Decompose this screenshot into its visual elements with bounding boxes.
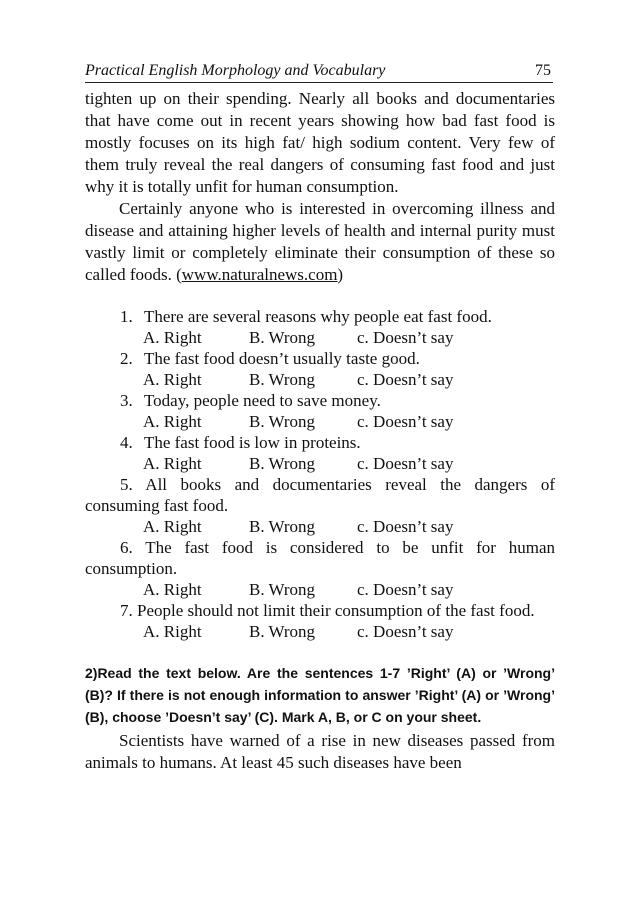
option-b: B. Wrong <box>249 580 316 599</box>
question-3 <box>85 390 555 411</box>
option-a: A. Right <box>143 580 202 599</box>
option-b: B. Wrong <box>249 454 316 473</box>
answer-options-7 <box>85 621 555 642</box>
question-number: 3. <box>120 391 133 410</box>
question-text: Today, people need to save money. <box>143 391 381 410</box>
option-a: A. Right <box>143 370 202 389</box>
answer-options-3 <box>85 411 555 432</box>
option-c: c. Doesn’t say <box>357 370 454 389</box>
question-number: 4. <box>120 433 133 452</box>
question-7 <box>85 600 555 621</box>
question-list <box>85 306 555 642</box>
option-a: A. Right <box>143 328 202 347</box>
question-number: 2. <box>120 349 133 368</box>
answer-options-6 <box>85 579 555 600</box>
page-number: 75 <box>535 62 551 79</box>
answer-options-4 <box>85 453 555 474</box>
page-body <box>85 88 555 774</box>
option-a: A. Right <box>143 622 202 641</box>
option-c: c. Doesn’t say <box>357 454 454 473</box>
section-2-instruction: 2)Read the text below. Are the sentences 1-7 ’Right’ (A) or ’Wrong’ (B)? If there is not enough information to answer ’Right’ (A) or ’Wrong’ (B), choose ’Doesn’t say’ (C). Mark A, B, or C on your sheet. <box>85 665 555 725</box>
option-c: c. Doesn’t say <box>357 328 454 347</box>
question-6 <box>85 537 555 579</box>
option-a: A. Right <box>143 412 202 431</box>
question-number: 6. <box>120 538 133 557</box>
question-text: There are several reasons why people eat fast food. <box>143 307 492 326</box>
answer-options-2 <box>85 369 555 390</box>
option-c: c. Doesn’t say <box>357 412 454 431</box>
option-c: c. Doesn’t say <box>357 622 454 641</box>
option-a: A. Right <box>143 517 202 536</box>
option-b: B. Wrong <box>249 328 316 347</box>
question-number: 5. <box>120 475 133 494</box>
source-link[interactable]: www.naturalnews.com <box>181 265 338 284</box>
question-number: 1. <box>120 307 133 326</box>
question-2 <box>85 348 555 369</box>
passage-paragraph-2-end: ) <box>337 265 344 284</box>
book-title: Practical English Morphology and Vocabulary <box>85 62 386 79</box>
question-text: The fast food is considered to be unfit for human consumption. <box>85 538 555 578</box>
question-5 <box>85 474 555 516</box>
question-text: The fast food doesn’t usually taste good. <box>143 349 420 368</box>
option-b: B. Wrong <box>249 517 316 536</box>
question-number: 7. <box>120 601 133 620</box>
option-c: c. Doesn’t say <box>357 580 454 599</box>
answer-options-1 <box>85 327 555 348</box>
passage-paragraph-2-text: Certainly anyone who is interested in overcoming illness and disease and attaining higher levels of health and internal purity must vastly limit or completely eliminate their consumption of these so called foods. ( <box>85 199 555 284</box>
option-c: c. Doesn’t say <box>357 517 454 536</box>
answer-options-5 <box>85 516 555 537</box>
option-b: B. Wrong <box>249 370 316 389</box>
section-2-text: Scientists have warned of a rise in new diseases passed from animals to humans. At least 45 such diseases have been <box>85 731 555 772</box>
running-header <box>85 60 553 83</box>
question-4 <box>85 432 555 453</box>
passage-paragraph-1: tighten up on their spending. Nearly all books and documentaries that have come out in recent years showing how bad fast food is mostly focuses on its high fat/ high sodium content. Very few of them truly reveal the real dangers of consuming fast food and just why it is totally unfit for human consumption. <box>85 89 555 196</box>
question-1 <box>85 306 555 327</box>
question-text: All books and documentaries reveal the dangers of consuming fast food. <box>85 475 555 515</box>
option-a: A. Right <box>143 454 202 473</box>
question-text: People should not limit their consumption of the fast food. <box>137 601 535 620</box>
question-text: The fast food is low in proteins. <box>143 433 361 452</box>
option-b: B. Wrong <box>249 622 316 641</box>
option-b: B. Wrong <box>249 412 316 431</box>
passage-paragraph-2 <box>85 198 555 286</box>
